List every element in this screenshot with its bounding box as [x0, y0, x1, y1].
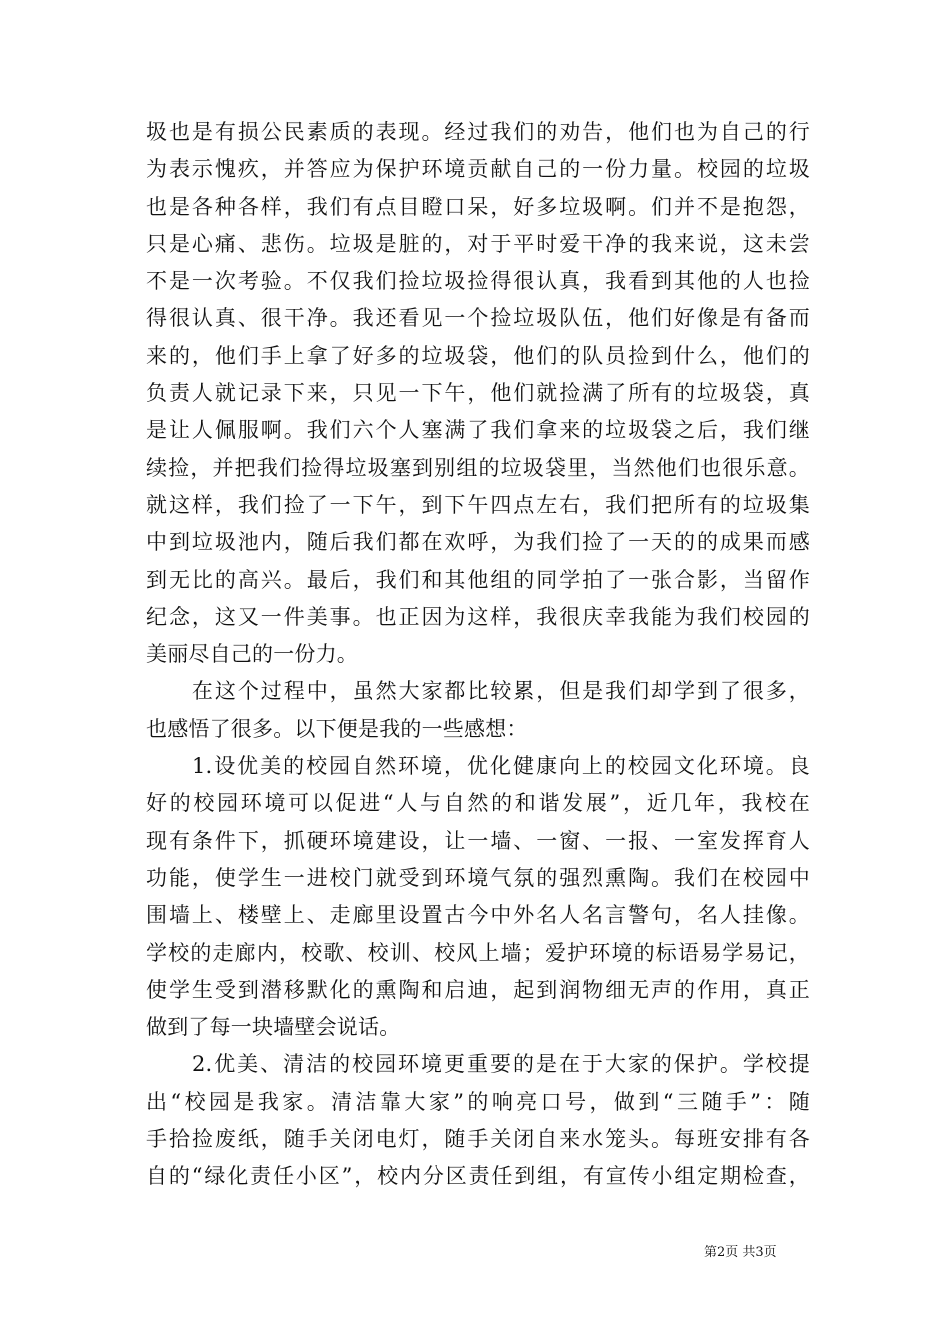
- text-line: 围墙上、楼壁上、走廊里设置古今中外名人名言警句，名人挂像。: [146, 903, 810, 928]
- text-line: 就这样，我们捡了一下午，到下午四点左右，我们把所有的垃圾集: [146, 492, 810, 517]
- text-line: 好的校园环境可以促进“人与自然的和谐发展”，近几年，我校在: [146, 791, 810, 816]
- text-line: 纪念，这又一件美事。也正因为这样，我很庆幸我能为我们校园的: [146, 604, 810, 629]
- text-line: 得很认真、很干净。我还看见一个捡垃圾队伍，他们好像是有备而: [146, 306, 810, 331]
- text-line: 2.优美、清洁的校园环境更重要的是在于大家的保护。学校提: [146, 1052, 810, 1077]
- text-line: 到无比的高兴。最后，我们和其他组的同学拍了一张合影，当留作: [146, 567, 810, 592]
- text-line: 做到了每一块墙壁会说话。: [146, 1015, 401, 1040]
- text-line: 学校的走廊内，校歌、校训、校风上墙；爱护环境的标语易学易记，: [146, 940, 810, 965]
- document-body: [146, 114, 810, 1196]
- text-line: 不是一次考验。不仅我们捡垃圾捡得很认真，我看到其他的人也捡: [146, 269, 810, 294]
- text-line: 圾也是有损公民素质的表现。经过我们的劝告，他们也为自己的行: [146, 120, 810, 144]
- text-line: 手拾捡废纸，随手关闭电灯，随手关闭自来水笼头。每班安排有各: [146, 1127, 810, 1152]
- text-line: 中到垃圾池内，随后我们都在欢呼，为我们捡了一天的的成果而感: [146, 530, 810, 555]
- text-line: 功能，使学生一进校门就受到环境气氛的强烈熏陶。我们在校园中: [146, 865, 810, 890]
- text-line: 1.设优美的校园自然环境，优化健康向上的校园文化环境。良: [146, 754, 810, 779]
- text-line: 也是各种各样，我们有点目瞪口呆，好多垃圾啊。们并不是抱怨，: [146, 194, 810, 219]
- text-line: 也感悟了很多。以下便是我的一些感想：: [146, 716, 528, 741]
- page-footer: 第2页 共3页: [704, 1245, 777, 1260]
- text-line: 美丽尽自己的一份力。: [146, 642, 358, 667]
- text-line: 续捡，并把我们捡得垃圾塞到别组的垃圾袋里，当然他们也很乐意。: [146, 455, 810, 480]
- text-line: 负责人就记录下来，只见一下午，他们就捡满了所有的垃圾袋，真: [146, 381, 810, 406]
- text-line: 在这个过程中，虽然大家都比较累，但是我们却学到了很多，: [146, 679, 810, 704]
- text-line: 只是心痛、悲伤。垃圾是脏的，对于平时爱干净的我来说，这未尝: [146, 231, 810, 256]
- text-line: 是让人佩服啊。我们六个人塞满了我们拿来的垃圾袋之后，我们继: [146, 418, 810, 443]
- text-line: 为表示愧疚，并答应为保护环境贡献自己的一份力量。校园的垃圾: [146, 157, 810, 182]
- text-line: 来的，他们手上拿了好多的垃圾袋，他们的队员捡到什么，他们的: [146, 343, 810, 368]
- text-line: 使学生受到潜移默化的熏陶和启迪，起到润物细无声的作用，真正: [146, 977, 810, 1002]
- text-line: 出“校园是我家。清洁靠大家”的响亮口号，做到“三随手”：随: [146, 1089, 810, 1114]
- text-line: 现有条件下，抓硬环境建设，让一墙、一窗、一报、一室发挥育人: [146, 828, 810, 853]
- text-line: 自的“绿化责任小区”，校内分区责任到组，有宣传小组定期检查，: [146, 1164, 810, 1189]
